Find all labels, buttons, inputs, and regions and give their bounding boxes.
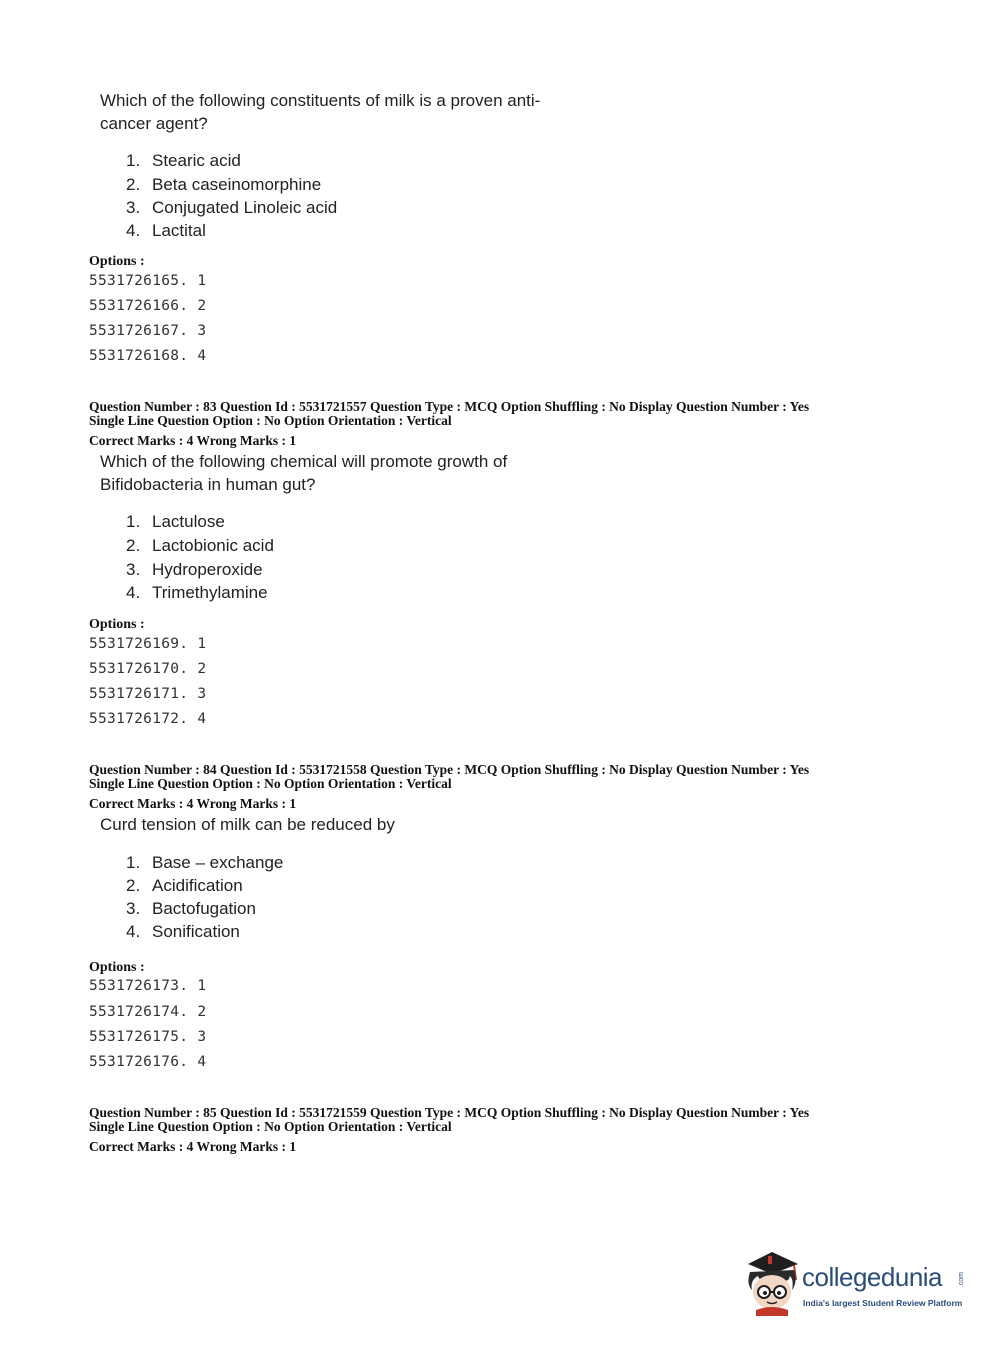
choice-label: Conjugated Linoleic acid bbox=[152, 198, 338, 217]
marks-line: Correct Marks : 4 Wrong Marks : 1 bbox=[89, 1139, 297, 1154]
question-meta-line: Question Number : 83 Question Id : 5531721557 Question Type : MCQ Option Shuffling : No Display Question Number : Yes bbox=[89, 399, 810, 414]
choice-item bbox=[126, 581, 268, 604]
student-mascot-icon bbox=[742, 1250, 800, 1316]
choice-label: Lactulose bbox=[152, 512, 225, 531]
question-text: Which of the following chemical will promote growth of Bifidobacteria in human gut? bbox=[100, 452, 508, 494]
question-meta-line: Single Line Question Option : No Option Orientation : Vertical bbox=[89, 413, 452, 428]
choice-number: 3. bbox=[126, 899, 141, 918]
option-row: 5531726167. 3 bbox=[89, 323, 207, 339]
marks-line: Correct Marks : 4 Wrong Marks : 1 bbox=[89, 433, 297, 448]
logo-domain-suffix: .com bbox=[958, 1272, 965, 1288]
choice-item bbox=[126, 534, 274, 557]
collegedunia-logo bbox=[742, 1250, 977, 1320]
choice-label: Hydroperoxide bbox=[152, 560, 263, 579]
option-row: 5531726165. 1 bbox=[89, 273, 207, 289]
question-meta-line: Single Line Question Option : No Option Orientation : Vertical bbox=[89, 776, 452, 791]
option-row: 5531726172. 4 bbox=[89, 711, 207, 727]
logo-tagline: India's largest Student Review Platform bbox=[803, 1298, 963, 1308]
choice-item bbox=[126, 897, 256, 920]
question-meta-line: Question Number : 84 Question Id : 5531721558 Question Type : MCQ Option Shuffling : No Display Question Number : Yes bbox=[89, 762, 810, 777]
choice-number: 4. bbox=[126, 221, 141, 240]
choice-number: 1. bbox=[126, 853, 141, 872]
choice-number: 4. bbox=[126, 922, 141, 941]
option-row: 5531726169. 1 bbox=[89, 636, 207, 652]
choice-item bbox=[126, 219, 206, 242]
question-meta-line: Question Number : 85 Question Id : 5531721559 Question Type : MCQ Option Shuffling : No Display Question Number : Yes bbox=[89, 1105, 810, 1120]
question-text: Curd tension of milk can be reduced by bbox=[100, 815, 395, 834]
choice-item bbox=[126, 173, 321, 196]
question-text: Which of the following constituents of milk is a proven anti- cancer agent? bbox=[100, 91, 541, 133]
choice-label: Acidification bbox=[152, 876, 243, 895]
choice-item bbox=[126, 149, 241, 172]
choice-label: Stearic acid bbox=[152, 151, 241, 170]
options-label: Options : bbox=[89, 960, 145, 975]
options-label: Options : bbox=[89, 254, 145, 269]
option-row: 5531726173. 1 bbox=[89, 978, 207, 994]
options-label: Options : bbox=[89, 617, 145, 632]
choice-item bbox=[126, 851, 283, 874]
choice-label: Bactofugation bbox=[152, 899, 256, 918]
choice-label: Sonification bbox=[152, 922, 240, 941]
choice-number: 2. bbox=[126, 175, 141, 194]
choice-number: 3. bbox=[126, 198, 141, 217]
option-row: 5531726168. 4 bbox=[89, 348, 207, 364]
choice-label: Lactital bbox=[152, 221, 206, 240]
choice-number: 1. bbox=[126, 151, 141, 170]
choice-number: 3. bbox=[126, 560, 141, 579]
option-row: 5531726170. 2 bbox=[89, 661, 207, 677]
choice-number: 1. bbox=[126, 512, 141, 531]
choice-label: Lactobionic acid bbox=[152, 536, 274, 555]
option-row: 5531726166. 2 bbox=[89, 298, 207, 314]
choice-number: 4. bbox=[126, 583, 141, 602]
option-row: 5531726175. 3 bbox=[89, 1029, 207, 1045]
choice-label: Base – exchange bbox=[152, 853, 284, 872]
choice-item bbox=[126, 558, 263, 581]
option-row: 5531726174. 2 bbox=[89, 1004, 207, 1020]
marks-line: Correct Marks : 4 Wrong Marks : 1 bbox=[89, 796, 297, 811]
choice-label: Beta caseinomorphine bbox=[152, 175, 322, 194]
choice-label: Trimethylamine bbox=[152, 583, 268, 602]
option-row: 5531726171. 3 bbox=[89, 686, 207, 702]
choice-item bbox=[126, 196, 337, 219]
choice-item bbox=[126, 920, 240, 943]
choice-number: 2. bbox=[126, 876, 141, 895]
question-meta-line: Single Line Question Option : No Option Orientation : Vertical bbox=[89, 1119, 452, 1134]
choice-number: 2. bbox=[126, 536, 141, 555]
choice-item bbox=[126, 510, 225, 533]
option-row: 5531726176. 4 bbox=[89, 1054, 207, 1070]
logo-wordmark: collegedunia bbox=[802, 1262, 943, 1292]
choice-item bbox=[126, 874, 243, 897]
